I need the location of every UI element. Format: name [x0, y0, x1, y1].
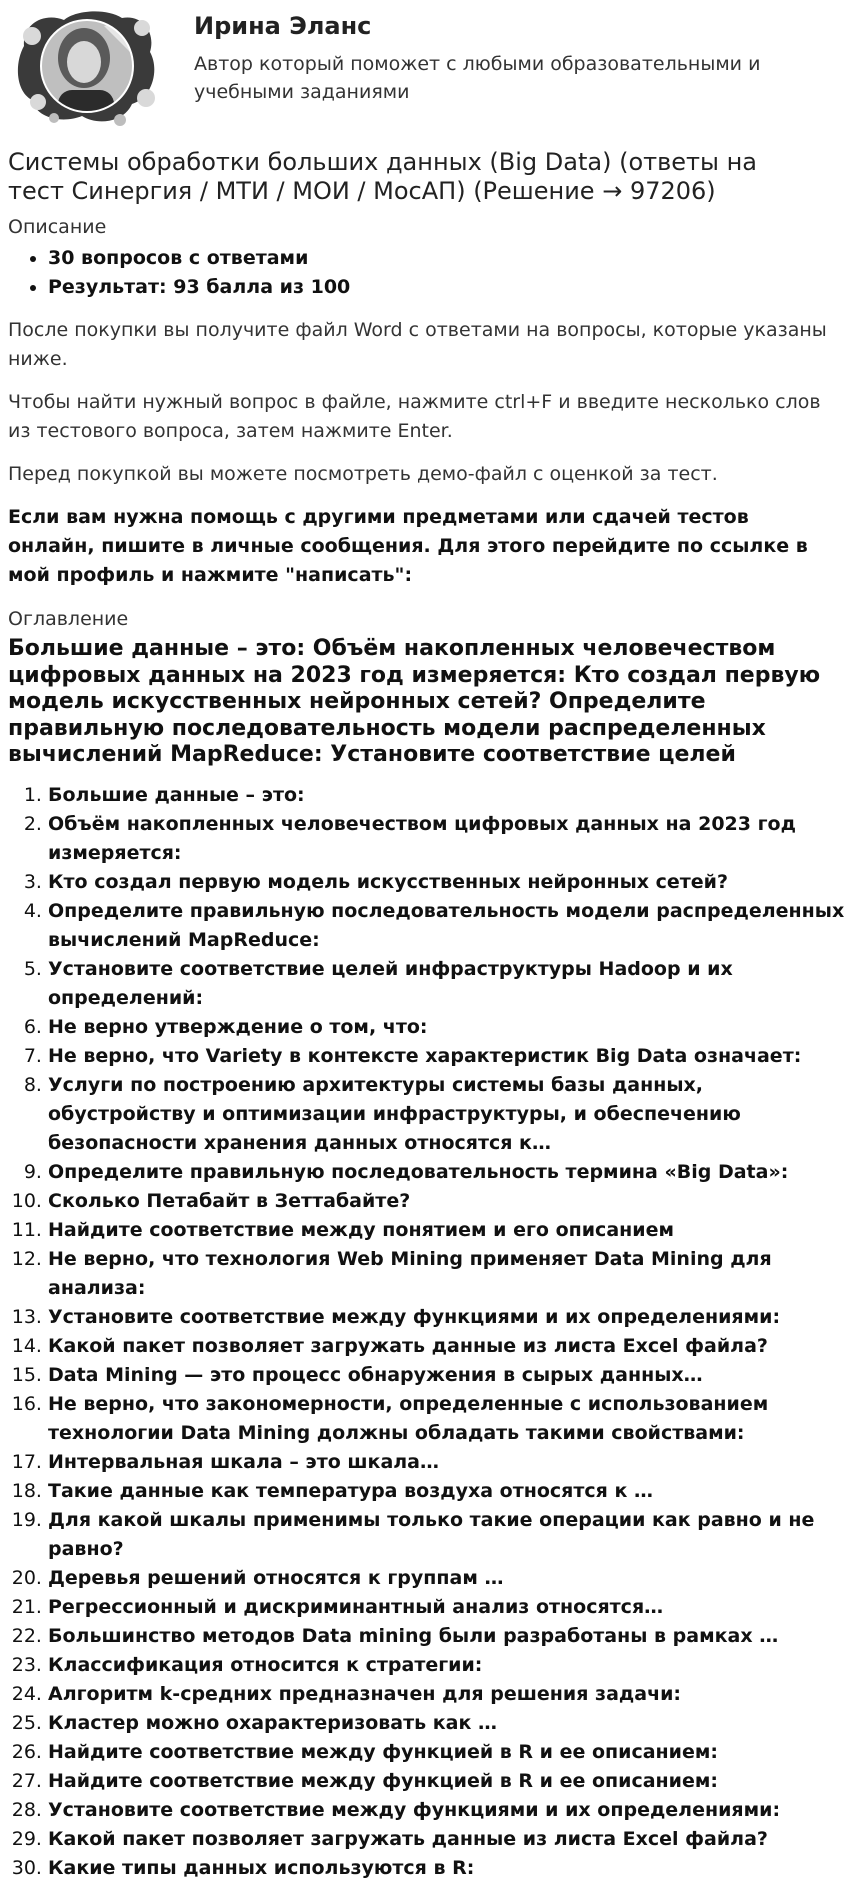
summary-item: • 30 вопросов с ответами — [48, 244, 839, 273]
author-description: Автор который поможет с любыми образовательными и учебными заданиями — [194, 53, 761, 103]
question-item: 11. Найдите соответствие между понятием и его описанием — [48, 1216, 847, 1245]
summary-item: • Результат: 93 балла из 100 — [48, 273, 839, 302]
description-label: Описание — [8, 216, 107, 238]
description-paragraph: Чтобы найти нужный вопрос в файле, нажмите ctrl+F и введите несколько слов из тестового вопроса, затем нажмите Enter. — [8, 391, 821, 442]
question-item: 27. Найдите соответствие между функцией в R и ее описанием: — [48, 1767, 847, 1796]
description-paragraph: После покупки вы получите файл Word с ответами на вопросы, которые указаны ниже. — [8, 319, 827, 370]
question-item: 30. Какие типы данных используются в R: — [48, 1854, 847, 1883]
summary-list — [8, 244, 839, 302]
question-item: 25. Кластер можно охарактеризовать как … — [48, 1709, 847, 1738]
question-item: 9. Определите правильную последовательность термина «Big Data»: — [48, 1158, 847, 1187]
question-item: 24. Алгоритм k-средних предназначен для решения задачи: — [48, 1680, 847, 1709]
question-item: 14. Какой пакет позволяет загружать данные из листа Excel файла? — [48, 1332, 847, 1361]
question-item: 23. Классификация относится к стратегии: — [48, 1651, 847, 1680]
question-item: 1. Большие данные – это: — [48, 781, 847, 810]
question-list — [8, 781, 847, 1883]
question-item: 5. Установите соответствие целей инфраструктуры Hadoop и их определений: — [48, 955, 847, 1013]
question-item: 2. Объём накопленных человечеством цифровых данных на 2023 год измеряется: — [48, 810, 847, 868]
question-item: 4. Определите правильную последовательность модели распределенных вычислений MapReduce: — [48, 897, 847, 955]
question-item: 6. Не верно утверждение о том, что: — [48, 1013, 847, 1042]
question-item: 20. Деревья решений относятся к группам … — [48, 1564, 847, 1593]
author-name[interactable]: Ирина Эланс — [194, 12, 372, 40]
question-item: 29. Какой пакет позволяет загружать данные из листа Excel файла? — [48, 1825, 847, 1854]
question-item: 19. Для какой шкалы применимы только такие операции как равно и не равно? — [48, 1506, 847, 1564]
question-item: 7. Не верно, что Variety в контексте характеристик Big Data означает: — [48, 1042, 847, 1071]
question-item: 3. Кто создал первую модель искусственных нейронных сетей? — [48, 868, 847, 897]
question-item: 15. Data Mining — это процесс обнаружения в сырых данных… — [48, 1361, 847, 1390]
question-item: 10. Сколько Петабайт в Зеттабайте? — [48, 1187, 847, 1216]
question-item: 13. Установите соответствие между функциями и их определениями: — [48, 1303, 847, 1332]
author-card — [8, 0, 839, 140]
help-text: Если вам нужна помощь с другими предметами или сдачей тестов онлайн, пишите в личные сообщения. Для этого перейдите по ссылке в мой профиль и нажмите "написать": — [8, 506, 808, 586]
question-item: 8. Услуги по построению архитектуры системы базы данных, обустройству и оптимизации инфраструктуры, и обеспечению безопасности хранения данных относятся к… — [48, 1071, 847, 1158]
question-item: 18. Такие данные как температура воздуха относятся к … — [48, 1477, 847, 1506]
toc-label: Оглавление — [8, 608, 129, 630]
question-item: 21. Регрессионный и дискриминантный анализ относятся… — [48, 1593, 847, 1622]
question-item: 17. Интервальная шкала – это шкала… — [48, 1448, 847, 1477]
toc-heading: Большие данные – это: Объём накопленных человечеством цифровых данных на 2023 год измеряется: Кто создал первую модель искусственных нейронных сетей? Определите правильную последовательность модели распределенных вычислений MapReduce: Установите соответствие целей — [8, 636, 821, 767]
question-item: 26. Найдите соответствие между функцией в R и ее описанием: — [48, 1738, 847, 1767]
work-title: Системы обработки больших данных (Big Data) (ответы на тест Синергия / МТИ / МОИ / МосАП) (Решение → 97206) — [8, 148, 757, 205]
question-item: 16. Не верно, что закономерности, определенные с использованием технологии Data Mining должны обладать такими свойствами: — [48, 1390, 847, 1448]
author-avatar[interactable] — [14, 6, 160, 126]
question-item: 12. Не верно, что технология Web Mining применяет Data Mining для анализа: — [48, 1245, 847, 1303]
description-paragraph: Перед покупкой вы можете посмотреть демо-файл с оценкой за тест. — [8, 463, 718, 485]
question-item: 28. Установите соответствие между функциями и их определениями: — [48, 1796, 847, 1825]
question-item: 22. Большинство методов Data mining были разработаны в рамках … — [48, 1622, 847, 1651]
